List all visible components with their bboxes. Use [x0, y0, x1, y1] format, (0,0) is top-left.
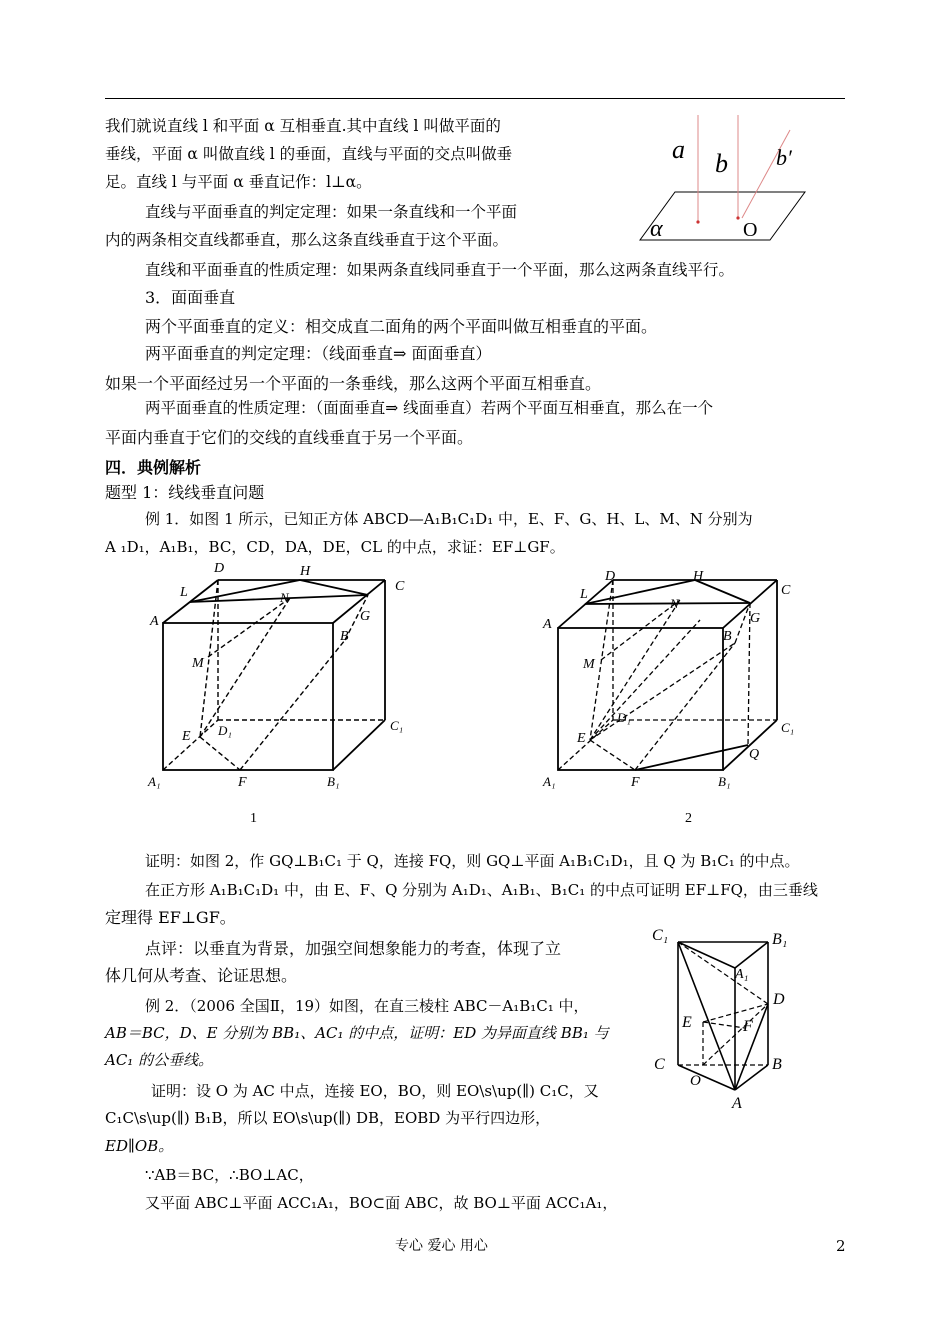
prism-label-D: D	[773, 991, 785, 1008]
text-line-22: 例 2．（2006 全国Ⅱ，19）如图，在直三棱柱 ABC－A₁B₁C₁ 中，	[145, 997, 589, 1015]
prism-label-E: E	[682, 1014, 692, 1031]
fig2-label-F: F	[631, 775, 640, 790]
fig1-label-G: G	[360, 609, 371, 624]
fig1-label-A: A	[150, 614, 159, 629]
fig2-label-N: N	[670, 596, 679, 611]
text-line-8: 两个平面垂直的定义：相交成直二面角的两个平面叫做互相垂直的平面。	[145, 317, 658, 336]
text-line-19: 定理得 EF⊥GF。	[105, 908, 236, 927]
fig2-label-C1: C₁	[781, 720, 795, 735]
text-line-3: 足。直线 l 与平面 α 垂直记作：l⊥α。	[105, 173, 372, 191]
text-line-1: 我们就说直线 l 和平面 α 互相垂直.其中直线 l 叫做平面的	[105, 117, 501, 135]
prism-label-A: A	[732, 1095, 742, 1112]
fig1-label-M: M	[192, 656, 204, 671]
prism-label-A1: A₁	[735, 967, 749, 982]
fig2-label-A: A	[543, 617, 552, 632]
fig1-label-D: D	[214, 561, 225, 576]
fig1-label-B: B	[340, 629, 349, 644]
text-line-10: 如果一个平面经过另一个平面的一条垂线，那么这两个平面互相垂直。	[105, 374, 602, 393]
text-line-15: 例 1．如图 1 所示，已知正方体 ABCD—A₁B₁C₁D₁ 中，E、F、G、H、L、M、N 分别为	[145, 510, 753, 528]
fig1-label-H: H	[300, 564, 311, 579]
text-line-21: 体几何从考查、论证思想。	[105, 966, 298, 985]
fig2-label-L: L	[580, 587, 588, 602]
prism-label-B: B	[772, 1056, 782, 1073]
text-line-6: 直线和平面垂直的性质定理：如果两条直线同垂直于一个平面，那么这两条直线平行。	[145, 261, 735, 279]
footer-motto: 专心 爱心 用心	[395, 1238, 488, 1254]
fig1-label-L: L	[180, 585, 188, 600]
text-line-9: 两平面垂直的判定定理：（线面垂直⇒ 面面垂直）	[145, 344, 492, 363]
fig2-label-B1: B₁	[718, 774, 731, 789]
fig2-label-E: E	[577, 731, 586, 746]
fig2-caption: 2	[685, 811, 692, 826]
fig2-label-Q: Q	[749, 747, 760, 762]
foot-point-a	[696, 220, 699, 223]
text-line-5: 内的两条相交直线都垂直，那么这条直线垂直于这个平面。	[105, 231, 509, 249]
fig2-label-H: H	[693, 569, 704, 584]
text-line-29: 又平面 ABC⊥平面 ACC₁A₁，BO⊂面 ABC，故 BO⊥平面 ACC₁A₁，	[145, 1194, 618, 1212]
label-alpha: α	[650, 216, 663, 242]
fig2-label-C: C	[781, 583, 791, 598]
prism-figure	[640, 920, 810, 1120]
plane-perpendicular-figure	[630, 110, 830, 250]
fig2-label-G: G	[750, 611, 761, 626]
text-line-4: 直线与平面垂直的判定定理：如果一条直线和一个平面	[145, 203, 518, 221]
text-line-28: ∵AB＝BC，∴BO⊥AC，	[145, 1166, 314, 1184]
text-line-14: 题型 1：线线垂直问题	[105, 483, 265, 502]
fig1-label-F: F	[238, 775, 247, 790]
fig1-label-E: E	[182, 729, 191, 744]
fig1-caption: 1	[250, 811, 257, 826]
fig1-label-B1: B₁	[327, 774, 340, 789]
fig1-label-N: N	[280, 590, 289, 605]
prism-label-C: C	[654, 1056, 665, 1073]
prism-label-B1: B₁	[772, 931, 788, 948]
page-number: 2	[836, 1237, 846, 1255]
fig1-label-C: C	[395, 579, 405, 594]
fig1-label-A1: A₁	[148, 774, 161, 789]
fig2-label-D: D	[605, 569, 616, 584]
fig2-label-A1: A₁	[543, 774, 556, 789]
foot-point-o	[736, 216, 739, 219]
prism-label-F: F	[743, 1018, 753, 1035]
text-line-20: 点评：以垂直为背景，加强空间想象能力的考查，体现了立	[145, 939, 562, 958]
fig2-label-M: M	[583, 657, 595, 672]
cube-figure-1	[140, 560, 420, 830]
label-a: a	[672, 135, 685, 164]
fig2-label-D1: D₁	[617, 710, 631, 725]
text-line-23: AB＝BC，D、E 分别为 BB₁、AC₁ 的中点，证明：ED 为异面直线 BB₁ 与	[105, 1024, 609, 1042]
section-heading: 四．典例解析	[105, 458, 202, 477]
text-line-12: 平面内垂直于它们的交线的直线垂直于另一个平面。	[105, 428, 474, 447]
text-line-7: 3．面面垂直	[145, 288, 236, 307]
text-line-11: 两平面垂直的性质定理：（面面垂直⇒ 线面垂直）若两个平面互相垂直，那么在一个	[145, 399, 714, 417]
label-b-prime: b′	[776, 145, 792, 170]
text-line-26: C₁C\s\up(∥) B₁B，所以 EO\s\up(∥) DB，EOBD 为平行四边形，	[105, 1109, 551, 1127]
header-rule	[105, 98, 845, 99]
cube-figure-2	[535, 560, 815, 830]
prism-label-C1: C₁	[652, 927, 669, 944]
text-line-2: 垂线，平面 α 叫做直线 l 的垂面，直线与平面的交点叫做垂	[105, 145, 513, 163]
prism-label-O: O	[690, 1073, 701, 1089]
plane-alpha-outline	[640, 192, 805, 240]
text-line-17: 证明：如图 2，作 GQ⊥B₁C₁ 于 Q，连接 FQ，则 GQ⊥平面 A₁B₁C₁D₁，且 Q 为 B₁C₁ 的中点。	[145, 852, 800, 870]
text-line-25: 证明：设 O 为 AC 中点，连接 EO，BO，则 EO\s\up(∥) C₁C，又	[151, 1082, 599, 1100]
text-line-24: AC₁ 的公垂线。	[105, 1051, 214, 1069]
text-line-27: ED∥OB。	[105, 1137, 174, 1155]
fig1-label-D1: D₁	[218, 723, 232, 738]
label-b: b	[715, 149, 728, 178]
label-o: O	[743, 219, 758, 241]
fig2-label-B: B	[723, 629, 732, 644]
text-line-16: A ₁D₁，A₁B₁，BC，CD，DA，DE，CL 的中点，求证：EF⊥GF。	[105, 538, 565, 556]
text-line-18: 在正方形 A₁B₁C₁D₁ 中，由 E、F、Q 分别为 A₁D₁、A₁B₁、B₁C₁ 的中点可证明 EF⊥FQ，由三垂线	[145, 881, 818, 899]
line-b-prime	[742, 130, 790, 218]
fig1-label-C1: C₁	[390, 718, 404, 733]
